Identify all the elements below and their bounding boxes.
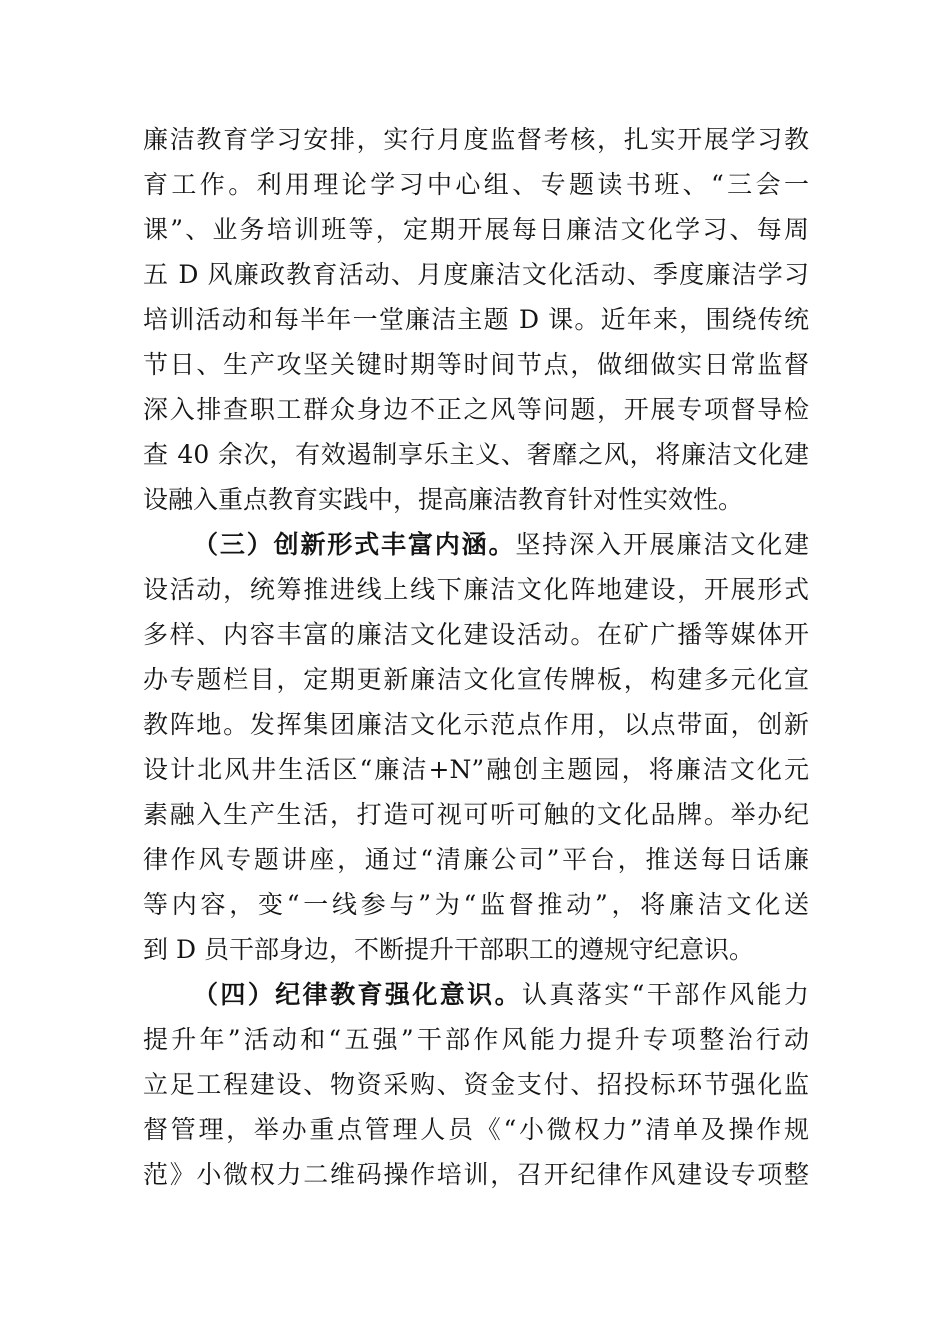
text-line: 督管理，举办重点管理人员《“小微权力”清单及操作规 xyxy=(143,1115,809,1144)
text-line: 素融入生产生活，打造可视可听可触的文化品牌。举办纪 xyxy=(143,800,809,829)
text-line: 廉洁教育学习安排，实行月度监督考核，扎实开展学习教 xyxy=(143,125,809,154)
text-line: 设计北风井生活区“廉洁+N”融创主题园，将廉洁文化元 xyxy=(143,755,809,784)
text-line: 等内容，变“一线参与”为“监督推动”，将廉洁文化送 xyxy=(143,890,809,919)
section-3-heading-line xyxy=(143,522,809,567)
text-line: 多样、内容丰富的廉洁文化建设活动。在矿广播等媒体开 xyxy=(143,620,809,649)
text-line: 培训活动和每半年一堂廉洁主题 D 课。近年来，围绕传统 xyxy=(143,305,809,334)
text-line: 范》小微权力二维码操作培训，召开纪律作风建设专项整 xyxy=(143,1160,809,1189)
text-line: 律作风专题讲座，通过“清廉公司”平台，推送每日话廉 xyxy=(143,845,809,874)
section-3-body-start: 坚持深入开展廉洁文化建 xyxy=(515,530,809,559)
paragraph-last-line: 到 D 员干部身边，不断提升干部职工的遵规守纪意识。 xyxy=(143,935,754,964)
text-line: 育工作。利用理论学习中心组、专题读书班、“三会一 xyxy=(143,170,809,199)
section-3-heading: （三）创新形式丰富内涵。 xyxy=(193,530,516,559)
text-line: 提升年”活动和“五强”干部作风能力提升专项整治行动 xyxy=(143,1025,809,1054)
document-text-block xyxy=(143,117,809,1197)
text-line: 深入排查职工群众身边不正之风等问题，开展专项督导检 xyxy=(143,395,809,424)
section-4-body-start: 认真落实“干部作风能力 xyxy=(522,980,809,1009)
text-line: 课”、业务培训班等，定期开展每日廉洁文化学习、每周 xyxy=(143,215,809,244)
text-line: 查 40 余次，有效遏制享乐主义、奢靡之风，将廉洁文化建 xyxy=(143,440,809,469)
section-4-heading-line xyxy=(143,972,809,1017)
text-line: 立足工程建设、物资采购、资金支付、招投标环节强化监 xyxy=(143,1070,809,1099)
text-line: 教阵地。发挥集团廉洁文化示范点作用，以点带面，创新 xyxy=(143,710,809,739)
paragraph-last-line: 设融入重点教育实践中，提高廉洁教育针对性实效性。 xyxy=(143,485,744,514)
text-line: 节日、生产攻坚关键时期等时间节点，做细做实日常监督 xyxy=(143,350,809,379)
text-line: 办专题栏目，定期更新廉洁文化宣传牌板，构建多元化宣 xyxy=(143,665,809,694)
text-line: 设活动，统筹推进线上线下廉洁文化阵地建设，开展形式 xyxy=(143,575,809,604)
section-4-heading: （四）纪律教育强化意识。 xyxy=(193,980,523,1009)
text-line: 五 D 风廉政教育活动、月度廉洁文化活动、季度廉洁学习 xyxy=(143,260,809,289)
